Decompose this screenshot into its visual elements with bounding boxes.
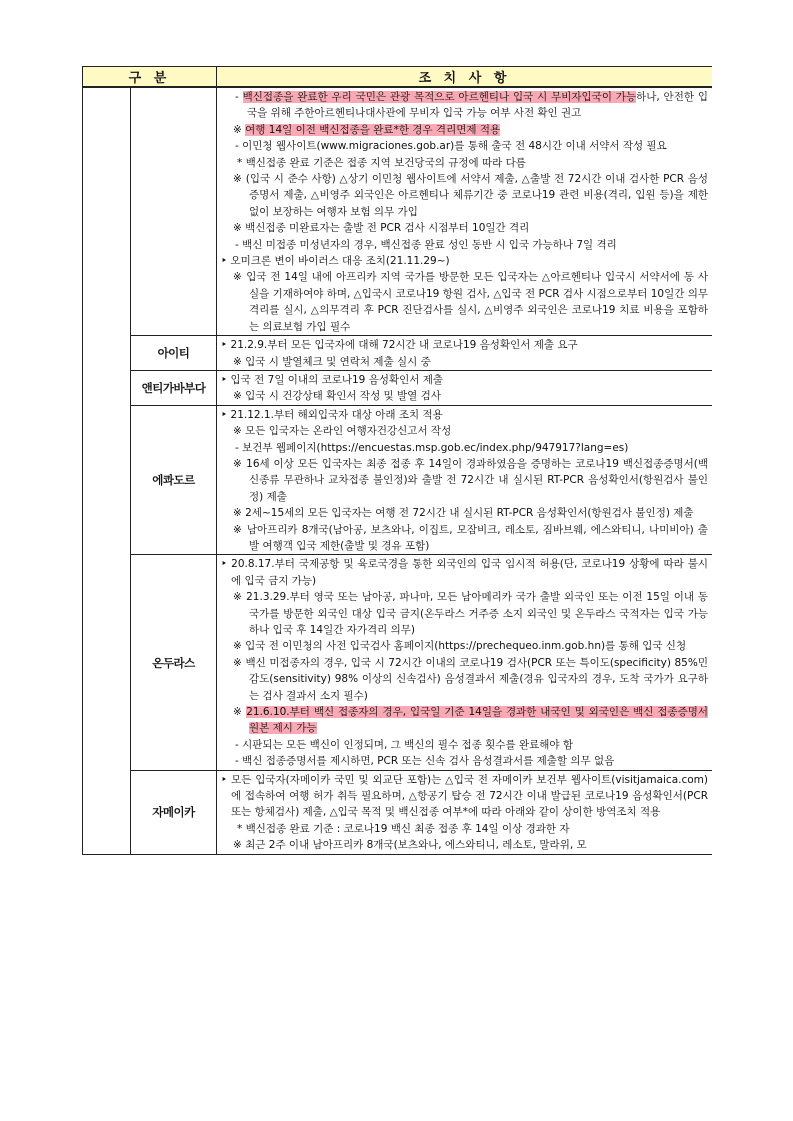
measure-line	[221, 220, 708, 236]
highlighted-text: 여행 14일 이전 백신접종을 완료*한 경우 격리면제 적용	[245, 123, 501, 136]
measure-text: 백신 미접종자의 경우, 입국 시 72시간 이내의 코로나19 검사(PCR 또는 특이도(specificity) 85%민감도(sensitivity) 98% 이상의 신속검사) 음성결과서 제출(경유 입국자의 경우, 도착 국가가 요구하는 검사 결과서 소지 필수)	[245, 656, 708, 702]
measure-text: 입국 시 발열체크 및 연락처 제출 실시 중	[245, 355, 431, 368]
measure-line	[221, 753, 708, 769]
measure-line	[221, 556, 708, 589]
measure-text: 백신 접종증명서를 제시하면, PCR 또는 신속 검사 음성결과서를 제출할 의무 없음	[242, 755, 615, 768]
table-row-continued	[83, 87, 713, 336]
measure-text: 백신 미접종 미성년자의 경우, 백신접종 완료 성인 동반 시 입국 가능하나 7일 격리	[242, 238, 617, 251]
measures-cell	[217, 87, 713, 336]
measure-line	[221, 171, 708, 220]
measure-line	[221, 89, 708, 122]
measure-text: 보건부 웹페이지(https://encuestas.msp.gob.ec/index.php/947917?lang=es)	[242, 441, 629, 454]
bullet-marker: ‣	[221, 558, 232, 571]
table-row	[83, 405, 713, 555]
measure-line	[221, 440, 708, 456]
measure-text: 21.12.1.부터 해외입국자 대상 아래 조치 적용	[230, 408, 443, 421]
highlighted-text: 백신접종을 완료한 우리 국민은 관광 목적으로 아르헨티나 입국 시 무비자입국이 가능	[242, 91, 637, 103]
measure-text: 백신접종 미완료자는 출발 전 PCR 검사 시점부터 10일간 격리	[245, 222, 530, 235]
bullet-marker: ※	[233, 507, 246, 520]
bullet-marker: ‣	[221, 255, 231, 268]
measure-text: 백신접종 완료 기준은 접종 지역 보건당국의 규정에 따라 다름	[245, 156, 526, 169]
measures-cell	[217, 405, 713, 555]
measure-line	[221, 253, 708, 269]
measure-line	[221, 737, 708, 753]
document-page	[82, 66, 712, 1070]
measure-text: 최근 2주 이내 남아프리카 8개국(보츠와나, 에스와티니, 레소토, 말라위, 모	[245, 839, 587, 852]
bullet-marker: ※	[233, 271, 247, 284]
bullet-marker: -	[235, 140, 243, 153]
bullet-marker: ※	[233, 457, 247, 470]
measure-line	[221, 522, 708, 555]
bullet-marker: ※	[233, 706, 247, 719]
country-name-cell	[131, 87, 217, 336]
bullet-marker: ※	[233, 123, 246, 136]
measure-text: 21.3.29.부터 영국 또는 남아공, 파나마, 모든 남아메리카 국가 출발 외국인 또는 이전 15일 이내 동 국가를 방문한 외국인 대상 입국 금지(온두라스 거주증 소지 외국인 및 온두라스 국적자는 입국 가능하나 입국 후 14일간 자가격리 의무)	[246, 591, 708, 636]
bullet-marker: *	[237, 822, 246, 835]
country-name-cell: 온두라스	[131, 555, 217, 770]
measure-text: 입국 전 7일 이내의 코로나19 음성확인서 제출	[230, 373, 444, 386]
bullet-marker: ※	[233, 222, 246, 235]
bullet-marker: -	[235, 91, 243, 103]
bullet-marker: ※	[233, 425, 246, 438]
measure-text: 21.2.9.부터 모든 입국자에 대해 72시간 내 코로나19 음성확인서 제출 요구	[230, 339, 578, 352]
header-category: 구 분	[83, 67, 217, 88]
measure-line	[221, 772, 708, 821]
measure-line	[221, 655, 708, 704]
measures-cell	[217, 555, 713, 770]
measure-text: 이민청 웹사이트(www.migraciones.gob.ar)를 통해 출국 전 48시간 이내 서약서 작성 필요	[242, 140, 667, 153]
measure-line	[221, 589, 708, 638]
measure-text: 입국 시 건강상태 확인서 작성 및 발열 검사	[245, 390, 441, 403]
country-name-cell: 앤티가바부다	[131, 370, 217, 405]
bullet-marker: *	[237, 156, 246, 169]
measures-cell	[217, 336, 713, 371]
measures-cell	[217, 370, 713, 405]
measure-text: 남아프리카 8개국(남아공, 보츠와나, 이집트, 모잠비크, 레소토, 짐바브웨, 에스와티니, 나미비아) 출발 여행객 입국 제한(출발 및 경유 포함)	[246, 523, 708, 552]
bullet-marker: ‣	[221, 773, 232, 786]
bullet-marker: -	[235, 755, 243, 768]
measure-line	[221, 505, 708, 521]
bullet-marker: ‣	[221, 408, 231, 421]
country-name-cell: 아이티	[131, 336, 217, 371]
bullet-marker: ※	[233, 640, 246, 653]
bullet-marker: -	[235, 738, 243, 751]
measure-line	[221, 122, 708, 138]
measure-line	[221, 354, 708, 370]
measure-text: 입국 전 이민청의 사전 입국검사 홈페이지(https://prechequeo.inm.gob.hn)를 통해 입국 신청	[245, 640, 687, 653]
table-header-row	[83, 67, 713, 88]
measure-line	[221, 237, 708, 253]
measure-text: 2세~15세의 모든 입국자는 여행 전 72시간 내 실시된 RT-PCR 음성확인서(항원검사 불인정) 제출	[245, 507, 694, 520]
table-row	[83, 336, 713, 371]
measure-line	[221, 821, 708, 837]
bullet-marker: ※	[233, 173, 246, 186]
table-row	[83, 555, 713, 770]
bullet-marker: ‣	[221, 373, 231, 386]
bullet-marker: -	[235, 238, 243, 251]
measure-text: (입국 시 준수 사항) △상기 이민청 웹사이트에 서약서 제출, △출발 전 72시간 이내 검사한 PCR 음성증명서 제출, △비영주 외국인은 아르헨티나 체류기간 중 코로나19 관련 비용(격리, 입원 등)을 제한없이 보장하는 여행자 보험 의무 가입	[245, 173, 708, 218]
bullet-marker: ※	[233, 591, 247, 604]
measure-text: 오미크론 변이 바이러스 대응 조치(21.11.29~)	[230, 255, 450, 268]
bullet-marker: -	[235, 441, 243, 454]
measure-text: 16세 이상 모든 입국자는 최종 접종 후 14일이 경과하였음을 증명하는 코로나19 백신접종증명서(백신종류 무관하나 교차접종 불인정)와 출발 전 72시간 내 실시된 RT-PCR 음성확인서(항원검사 불인정) 제출	[246, 457, 708, 503]
measure-line	[221, 423, 708, 439]
measures-cell	[217, 770, 713, 854]
bullet-marker: ※	[233, 656, 246, 669]
measure-text: 모든 입국자(자메이카 국민 및 외교단 포함)는 △입국 전 자메이카 보건부 웹사이트(visitjamaica.com)에 접속하여 여행 허가 취득 필요하며, △항공기 탑승 전 72시간 이내 발급된 코로나19 음성확인서(PCR 또는 항체검사) 제출, △입국 목적 및 백신접종 여부*에 따라 아래와 같이 상이한 방역조치 적용	[231, 773, 708, 819]
bullet-marker: ※	[233, 523, 247, 536]
measure-line	[221, 456, 708, 505]
bullet-marker: ‣	[221, 339, 231, 352]
country-name-cell: 자메이카	[131, 770, 217, 854]
measure-line	[221, 638, 708, 654]
measure-line	[221, 388, 708, 404]
header-measures: 조 치 사 항	[217, 67, 713, 88]
bullet-marker: ※	[233, 355, 246, 368]
measure-line	[221, 372, 708, 388]
measure-line	[221, 155, 708, 171]
measure-text: 입국 전 14일 내에 아프리카 지역 국가를 방문한 모든 입국자는 △아르헨티나 입국시 서약서에 동 사실을 기재하여야 하며, △입국시 코로나19 항원 검사, △입국 전 PCR 검사 시점으로부터 10일간 의무격리를 실시, △의무격리 후 PCR 진단검사를 실시, △비영주 외국인은 코로나19 치료 비용을 포함하는 의료보험 가입 필수	[246, 271, 708, 333]
country-name-cell: 에콰도르	[131, 405, 217, 555]
measure-text: 시판되는 모든 백신이 인정되며, 그 백신의 필수 접종 횟수를 완료해야 함	[242, 738, 574, 751]
measure-text: 20.8.17.부터 국제공항 및 육로국경을 통한 외국인의 입국 임시적 허용(단, 코로나19 상황에 따라 불시에 입국 금지 가능)	[231, 558, 708, 587]
measure-line	[221, 138, 708, 154]
bullet-marker: ※	[233, 390, 246, 403]
measures-table	[82, 66, 712, 855]
bullet-marker: ※	[233, 839, 246, 852]
table-row	[83, 770, 713, 854]
measure-line	[221, 269, 708, 335]
measure-text: 하나, 안전한 입국을 위해 주한아르헨티나대사관에 무비자 입국 가능 여부 사전 확인 권고	[247, 91, 708, 120]
measure-line	[221, 407, 708, 423]
measure-text: 모든 입국자는 온라인 여행자건강신고서 작성	[245, 425, 452, 438]
measure-line	[221, 704, 708, 737]
table-row	[83, 370, 713, 405]
measure-line	[221, 837, 708, 853]
region-cell	[83, 87, 131, 854]
measure-line	[221, 337, 708, 353]
highlighted-text: 21.6.10.부터 백신 접종자의 경우, 입국일 기준 14일을 경과한 내국인 및 외국인은 백신 접종증명서 원본 제시 가능	[246, 706, 708, 735]
measure-text: 백신접종 완료 기준 : 코로나19 백신 최종 접종 후 14일 이상 경과한 자	[245, 822, 570, 835]
